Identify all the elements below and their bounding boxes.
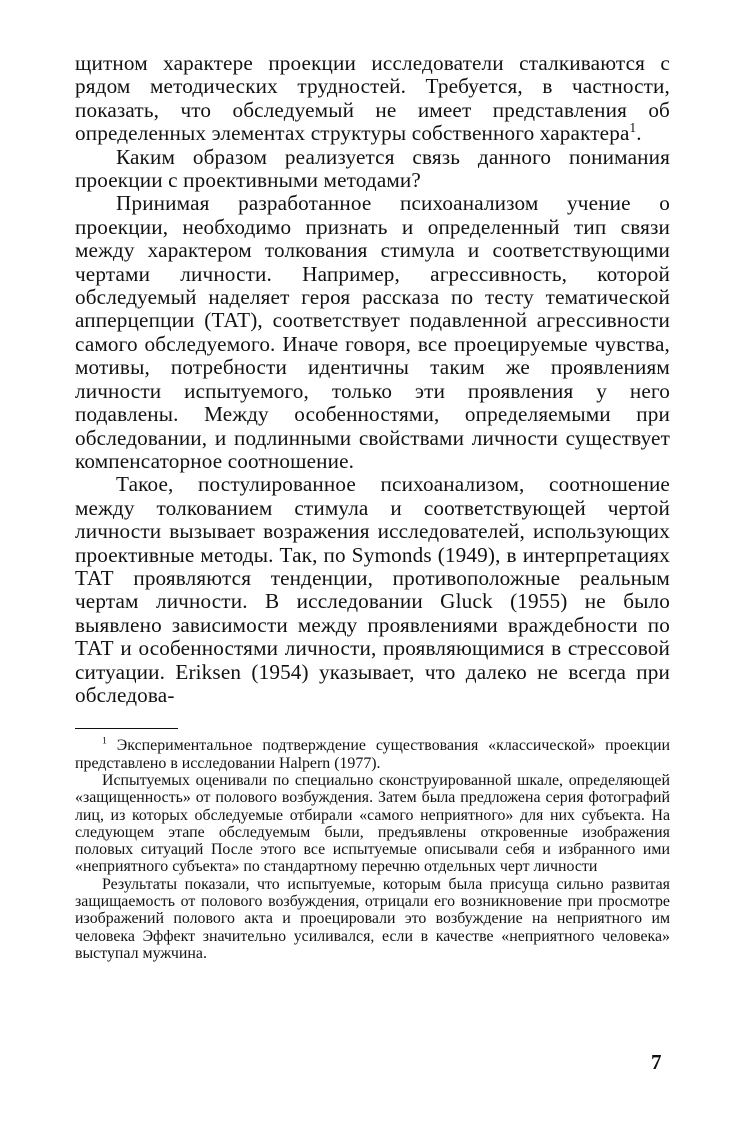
footnote-paragraph-2: Испытуемых оценивали по специально сконструированной шкале, определяющей «защищенность» от полового возбуждения. Затем была предложена серия фотографий лиц, из которых обследуемые отбирали «самого неприятного» для них субъекта. На следующем этапе обследуемым были, предъявлены откровенные изображения половых ситуаций После этого все испытуемые описывали себя и избранного ими «неприятного субъекта» по стандартному перечню отдельных черт личности [75, 771, 670, 876]
paragraph-3: Принимая разработанное психоанализом учение о проекции, необходимо признать и определенный тип связи между характером толкования стимула и соответствующими чертами личности. Например, агрессивность, которой обследуемый наделяет героя рассказа по тесту тематической апперцепции (ТАТ), соответствует подавленной агрессивности самого обследуемого. Иначе говоря, все проецируемые чувства, мотивы, потребности идентичны таким же проявлениям личности испытуемого, только эти проявления у него подавлены. Между особенностями, определяемыми при обследовании, и подлинными свойствами личности существует компенсаторное соотношение. [75, 191, 670, 473]
paragraph-4: Такое, постулированное психоанализом, соотношение между толкованием стимула и соответствующей чертой личности вызывает возражения исследователей, использующих проективные методы. Так, по Symonds (1949), в интерпретациях ТАТ проявляются тенденции, противоположные реальным чертам личности. В исследовании Gluck (1955) не было выявлено зависимости между проявлениями враждебности по ТАТ и особенностями личности, проявляющимися в стрессовой ситуации. Eriksen (1954) указывает, что далеко не всегда при обследова- [75, 472, 670, 707]
footnote-divider [75, 728, 178, 729]
paragraph-1 [75, 52, 670, 146]
footnote-reference[interactable]: 1 [629, 120, 637, 136]
page-number: 7 [651, 1050, 662, 1074]
footnote-marker: 1 [102, 736, 107, 748]
paragraph-2: Каким образом реализуется связь данного понимания проекции с проективными методами? [75, 144, 670, 193]
page-content [75, 52, 670, 962]
paragraph-1-text: щитном характере проекции исследователи сталкиваются с рядом методических трудностей. Требуется, в частности, показать, что обследуемый не имеет представления об определенных элементах структуры собственного характера [75, 51, 670, 146]
paragraph-1-end: . [636, 121, 642, 146]
footnote-1 [75, 737, 670, 772]
footnote-paragraph-3: Результаты показали, что испытуемые, которым была присуща сильно развитая защищаемость от полового возбуждения, отрицали его возникновение при просмотре изображений полового акта и проецировали это возбуждение на неприятного им человека Эффект значительно усиливался, если в качестве «неприятного человека» выступал мужчина. [75, 875, 670, 962]
footnote-1-text: Экспериментальное подтверждение существования «классической» проекции представлено в исследовании Halpern (1977). [75, 737, 670, 772]
